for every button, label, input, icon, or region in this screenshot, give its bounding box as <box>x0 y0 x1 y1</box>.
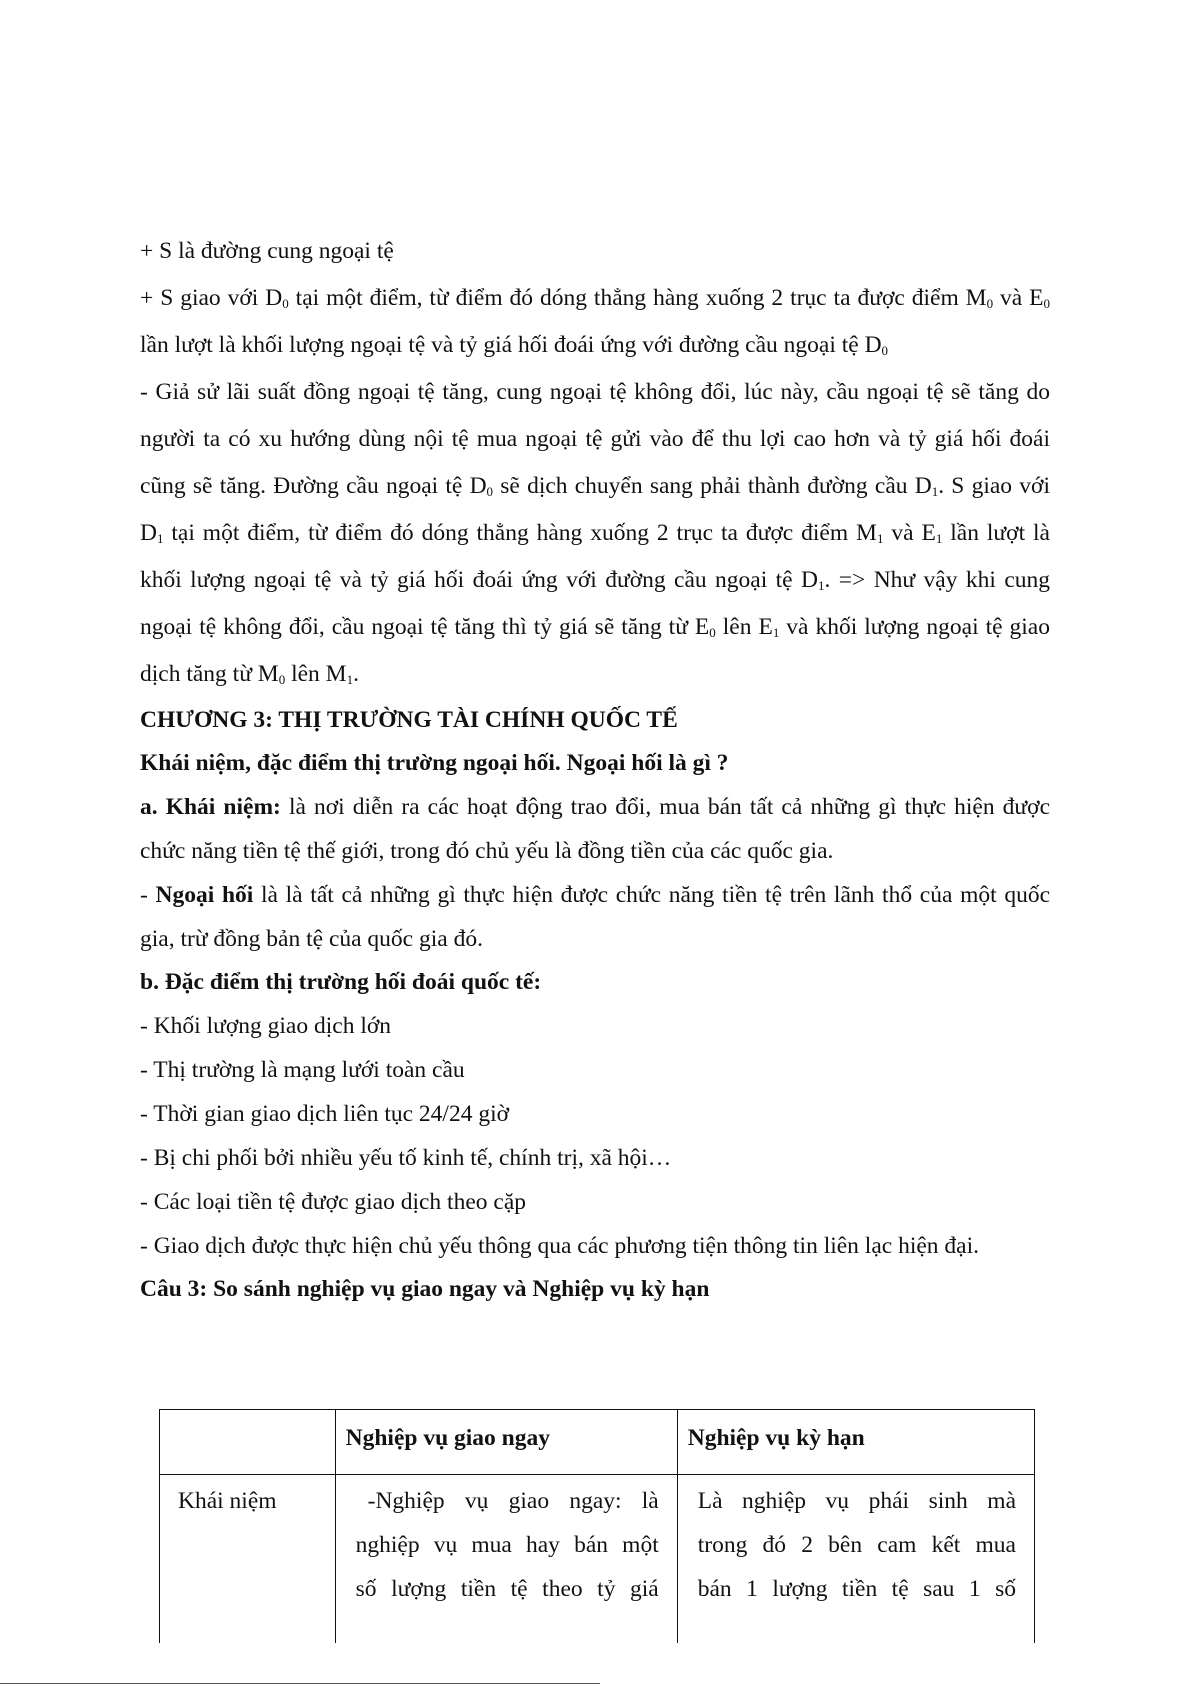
table-row <box>160 1475 1035 1644</box>
feature-item: - Giao dịch được thực hiện chủ yếu thông qua các phương tiện thông tin liên lạc hiện đại. <box>140 1233 979 1259</box>
table-header-empty <box>160 1410 336 1475</box>
question-title: Khái niệm, đặc điểm thị trường ngoại hối. Ngoại hối là gì ? <box>140 750 729 776</box>
document-body <box>140 228 1050 1311</box>
table-cell-forward: Là nghiệp vụ phái sinh mà trong đó 2 bên cam kết mua bán 1 lượng tiền tệ sau 1 số <box>677 1475 1034 1644</box>
footer-rule <box>0 1683 600 1684</box>
feature-item: - Các loại tiền tệ được giao dịch theo cặp <box>140 1189 527 1215</box>
concept-label: a. Khái niệm: <box>140 794 281 820</box>
paragraph-intersection: + S giao với $D_0$ tại một điểm, từ điểm đó dóng thẳng hàng xuống 2 trục ta được điểm $M_0$ và $E_0$ lần lượt là khối lượng ngoại tệ và tỷ giá hối đoái ứng với đường cầu ngoại tệ $D_0$ <box>140 285 1050 358</box>
table-header-forward: Nghiệp vụ kỳ hạn <box>677 1410 1034 1475</box>
table-header-row <box>160 1410 1035 1475</box>
feature-item: - Thị trường là mạng lưới toàn cầu <box>140 1057 465 1083</box>
table-cell-spot: -Nghiệp vụ giao ngay: là nghiệp vụ mua hay bán một số lượng tiền tệ theo tỷ giá <box>335 1475 677 1644</box>
paragraph-interest-rate: - Giả sử lãi suất đồng ngoại tệ tăng, cung ngoại tệ không đổi, lúc này, cầu ngoại tệ sẽ tăng do người ta có xu hướng dùng nội tệ mua ngoại tệ gửi vào để thu lợi cao hơn và tỷ giá hối đoái cũng sẽ tăng. Đường cầu ngoại tệ $D_0$ sẽ dịch chuyển sang phải thành đường cầu $D_1$. S giao với $D_1$ tại một điểm, từ điểm đó dóng thẳng hàng xuống 2 trục ta được điểm $M_1$ và $E_1$ lần lượt là khối lượng ngoại tệ và tỷ giá hối đoái ứng với đường cầu ngoại tệ $D_1$. => Như vậy khi cung ngoại tệ không đổi, cầu ngoại tệ tăng thì tỷ giá sẽ tăng từ $E_0$ lên $E_1$ và khối lượng ngoại tệ giao dịch tăng từ $M_0$ lên $M_1$. <box>140 379 1051 687</box>
paragraph-supply-curve: + S là đường cung ngoại tệ <box>140 238 394 264</box>
table-cell-label: Khái niệm <box>160 1475 336 1644</box>
features-title: b. Đặc điểm thị trường hối đoái quốc tế: <box>140 969 542 995</box>
question-3-title: Câu 3: So sánh nghiệp vụ giao ngay và Nghiệp vụ kỳ hạn <box>140 1276 710 1302</box>
table-header-spot: Nghiệp vụ giao ngay <box>335 1410 677 1475</box>
feature-item: - Bị chi phối bởi nhiều yếu tố kinh tế, chính trị, xã hội… <box>140 1145 672 1171</box>
feature-item: - Thời gian giao dịch liên tục 24/24 giờ <box>140 1101 510 1127</box>
fx-label: Ngoại hối <box>155 882 254 908</box>
paragraph-concept: a. Khái niệm: là nơi diễn ra các hoạt động trao đổi, mua bán tất cả những gì thực hiện được chức năng tiền tệ thế giới, trong đó chủ yếu là đồng tiền của các quốc gia. <box>140 794 1050 864</box>
feature-item: - Khối lượng giao dịch lớn <box>140 1013 392 1039</box>
chapter-title: CHƯƠNG 3: THỊ TRƯỜNG TÀI CHÍNH QUỐC TẾ <box>140 707 678 733</box>
paragraph-foreign-exchange: - Ngoại hối là là tất cả những gì thực hiện được chức năng tiền tệ trên lãnh thổ của một quốc gia, trừ đồng bản tệ của quốc gia đó. <box>140 882 1050 952</box>
comparison-table <box>159 1409 1035 1643</box>
